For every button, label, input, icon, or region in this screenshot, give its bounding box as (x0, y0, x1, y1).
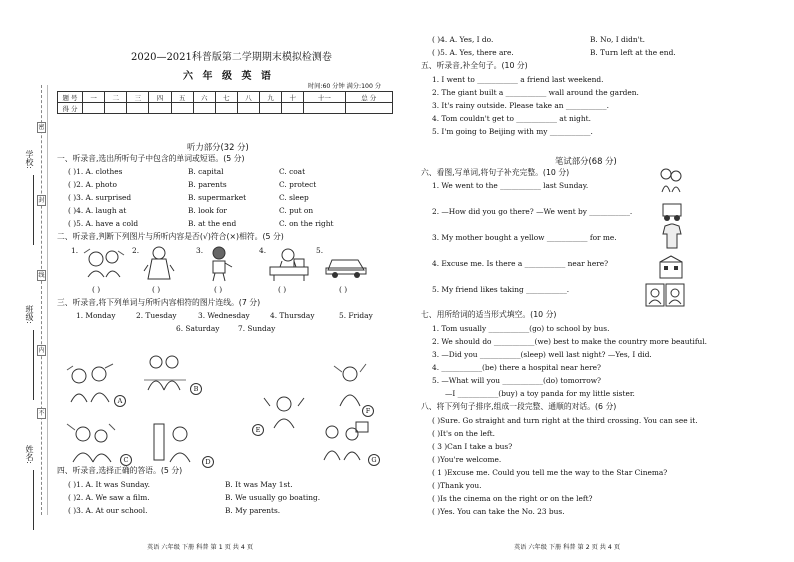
s8-line: ( )You're welcome. (432, 455, 502, 464)
s3-letter-a: A (114, 395, 126, 407)
footer-left: 英语 六年级 下册 科普 第 1 页 共 4 页 (147, 544, 254, 551)
s5-q5: 5. I'm going to Beijing with my ___________. (432, 127, 593, 136)
score-header: 二 (105, 92, 127, 103)
s3-picture-a (65, 362, 117, 406)
s3-letter-c: C (120, 454, 132, 466)
score-cell[interactable] (345, 103, 392, 114)
s4-q3-a: ( )3. A. At our school. (68, 506, 148, 515)
score-header: 总 分 (345, 92, 392, 103)
score-cell[interactable] (83, 103, 105, 114)
seal-box: 线 (38, 272, 45, 279)
score-header: 五 (171, 92, 193, 103)
s7-q3: 3. —Did you ___________(sleep) well last night? —Yes, I did. (432, 350, 652, 359)
s3-title: 三、听录音,将下列单词与所听内容相符的图片连线。(7 分) (57, 298, 261, 307)
name-label: 姓名: (25, 445, 34, 464)
score-header: 六 (193, 92, 215, 103)
s1-q1-c: C. coat (279, 167, 306, 176)
score-header: 十 (282, 92, 304, 103)
school-underline (33, 175, 34, 245)
s3-letter-f: F (362, 405, 374, 417)
s4-q4-a: ( )4. A. Yes, I do. (432, 35, 494, 44)
s3-day: 3. Wednesday (198, 311, 250, 320)
s2-picture-1 (80, 247, 128, 281)
s4-q5-a: ( )5. A. Yes, there are. (432, 48, 514, 57)
s3-letter-e: E (252, 424, 264, 436)
s2-num: 4. (259, 246, 267, 255)
s6-picture-clothes (661, 222, 683, 250)
s4-q4-b: B. No, I didn't. (590, 35, 645, 44)
score-cell[interactable] (282, 103, 304, 114)
s8-line: ( )Yes. You can take the No. 23 bus. (432, 507, 565, 516)
s4-q5-b: B. Turn left at the end. (590, 48, 676, 57)
s7-q1: 1. Tom usually ___________(go) to school by bus. (432, 324, 610, 333)
written-header: 笔试部分(68 分) (555, 156, 617, 166)
s2-blank[interactable]: ( ) (92, 285, 101, 294)
seal-box: 内 (38, 347, 45, 354)
score-header: 四 (149, 92, 171, 103)
seal-box: 不 (38, 410, 45, 417)
s5-q3: 3. It's rainy outside. Please take an ___________. (432, 101, 609, 110)
s3-day: 6. Saturday (176, 324, 220, 333)
s6-picture-building (657, 254, 685, 280)
s2-picture-4 (266, 245, 312, 281)
listening-header: 听力部分(32 分) (187, 142, 249, 152)
s2-picture-5 (324, 250, 368, 280)
s8-line: ( )Sure. Go straight and turn right at the third crossing. You can see it. (432, 416, 698, 425)
s6-q2: 2. —How did you go there? —We went by ___________. (432, 207, 633, 216)
s3-day: 5. Friday (339, 311, 373, 320)
s2-num: 2. (132, 246, 140, 255)
s6-picture-zoo (658, 166, 684, 194)
seal-box: 封 (38, 197, 45, 204)
s4-q2-a: ( )2. A. We saw a film. (68, 493, 150, 502)
s8-line: ( )Thank you. (432, 481, 482, 490)
s1-q3-b: B. supermarket (188, 193, 247, 202)
s2-picture-2 (142, 245, 176, 283)
s3-letter-d: D (202, 456, 214, 468)
s6-q5: 5. My friend likes taking ___________. (432, 285, 570, 294)
s8-line: ( )It's on the left. (432, 429, 495, 438)
s1-q5: ( )5. A. have a cold (68, 219, 139, 228)
s6-picture-transport (660, 198, 684, 224)
s1-q1: ( )1. A. clothes (68, 167, 123, 176)
s7-q4: 4. ___________(be) there a hospital near here? (432, 363, 601, 372)
s1-title: 一、听录音,选出所听句子中包含的单词或短语。(5 分) (57, 154, 245, 163)
score-header: 八 (237, 92, 259, 103)
s5-q1: 1. I went to ___________ a friend last weekend. (432, 75, 604, 84)
s1-q2: ( )2. A. photo (68, 180, 117, 189)
score-cell[interactable] (149, 103, 171, 114)
s1-q2-c: C. protect (279, 180, 317, 189)
s7-q2: 2. We should do ___________(we) best to make the country more beautiful. (432, 337, 708, 346)
s3-letter-b: B (190, 383, 202, 395)
s4-title: 四、听录音,选择正确的答语。(5 分) (57, 466, 183, 475)
s1-q4: ( )4. A. laugh at (68, 206, 127, 215)
name-underline (33, 470, 34, 530)
footer-right: 英语 六年级 下册 科普 第 2 页 共 4 页 (514, 544, 621, 551)
s1-q3-c: C. sleep (279, 193, 309, 202)
s4-q1-a: ( )1. A. It was Sunday. (68, 480, 150, 489)
score-table (57, 91, 393, 114)
s3-picture-c (65, 420, 119, 464)
s8-line: ( 1 )Excuse me. Could you tell me the way to the Star Cinema? (432, 468, 668, 477)
class-underline (33, 330, 34, 400)
s2-num: 1. (71, 246, 79, 255)
s1-q5-b: B. at the end (188, 219, 237, 228)
s1-q5-c: C. on the right (279, 219, 334, 228)
s6-picture-photos (644, 282, 686, 308)
s5-title: 五、听录音,补全句子。(10 分) (421, 61, 528, 70)
school-label: 学校: (25, 150, 34, 169)
score-header: 三 (127, 92, 149, 103)
s6-q4: 4. Excuse me. Is there a ___________ near here? (432, 259, 609, 268)
s2-blank[interactable]: ( ) (278, 285, 287, 294)
s2-picture-3 (205, 245, 235, 283)
s3-picture-g (316, 420, 370, 464)
s1-q2-b: B. parents (188, 180, 227, 189)
s2-blank[interactable]: ( ) (214, 285, 223, 294)
s6-q3: 3. My mother bought a yellow ___________ for me. (432, 233, 617, 242)
score-cell[interactable] (237, 103, 259, 114)
s1-q3: ( )3. A. surprised (68, 193, 132, 202)
s1-q4-b: B. look for (188, 206, 227, 215)
score-cell[interactable] (171, 103, 193, 114)
s7-q5: 5. —What will you ___________(do) tomorrow? (432, 376, 601, 385)
s7-q5-reply: —I ___________(buy) a toy panda for my little sister. (445, 389, 635, 398)
s3-picture-b (140, 350, 190, 396)
s3-day: 7. Sunday (238, 324, 276, 333)
s7-title: 七、用所给词的适当形式填空。(10 分) (421, 310, 557, 319)
s3-day: 2. Tuesday (136, 311, 177, 320)
s3-letter-g: G (368, 454, 380, 466)
score-cell[interactable] (215, 103, 237, 114)
s8-title: 八、将下列句子排序,组成一段完整、通顺的对话。(6 分) (421, 402, 617, 411)
score-header: 一 (83, 92, 105, 103)
s3-day: 4. Thursday (270, 311, 315, 320)
s5-q2: 2. The giant built a ___________ wall around the garden. (432, 88, 639, 97)
s1-q1-b: B. capital (188, 167, 224, 176)
s6-title: 六、看图,写单词,将句子补充完整。(10 分) (421, 168, 570, 177)
score-header: 题 号 (58, 92, 83, 103)
score-cell[interactable] (105, 103, 127, 114)
exam-title: 2020—2021科普版第二学期期末模拟检测卷 (131, 52, 332, 63)
s2-num: 3. (196, 246, 204, 255)
s5-q4: 4. Tom couldn't get to ___________ at night. (432, 114, 591, 123)
score-header: 九 (260, 92, 282, 103)
s2-blank[interactable]: ( ) (339, 285, 348, 294)
score-cell[interactable] (304, 103, 345, 114)
s8-line: ( )Is the cinema on the right or on the left? (432, 494, 593, 503)
s4-q1-b: B. It was May 1st. (225, 480, 293, 489)
s3-picture-e (260, 392, 308, 430)
class-label: 班级: (25, 305, 34, 324)
binding-line-inner (47, 85, 48, 515)
s3-day: 1. Monday (76, 311, 116, 320)
score-header: 七 (215, 92, 237, 103)
score-cell[interactable] (193, 103, 215, 114)
seal-box: 密 (38, 124, 45, 131)
s2-title: 二、听录音,判断下列图片与所听内容是否(√)符合(×)相符。(5 分) (57, 232, 284, 241)
s2-num: 5. (316, 246, 324, 255)
s8-line: ( 3 )Can I take a bus? (432, 442, 513, 451)
score-header: 十一 (304, 92, 345, 103)
score-row-label: 得 分 (58, 103, 83, 114)
score-cell[interactable] (260, 103, 282, 114)
binding-line (41, 85, 42, 515)
s4-q3-b: B. My parents. (225, 506, 281, 515)
s2-blank[interactable]: ( ) (152, 285, 161, 294)
s6-q1: 1. We went to the ___________ last Sunday. (432, 181, 589, 190)
s4-q2-b: B. We usually go boating. (225, 493, 321, 502)
s3-picture-f (330, 362, 370, 410)
time-info: 时间:60 分钟 满分:100 分 (308, 83, 382, 90)
score-cell[interactable] (127, 103, 149, 114)
s3-picture-d (150, 420, 200, 464)
s1-q4-c: C. put on (279, 206, 314, 215)
exam-subtitle: 六 年 级 英 语 (183, 71, 274, 82)
